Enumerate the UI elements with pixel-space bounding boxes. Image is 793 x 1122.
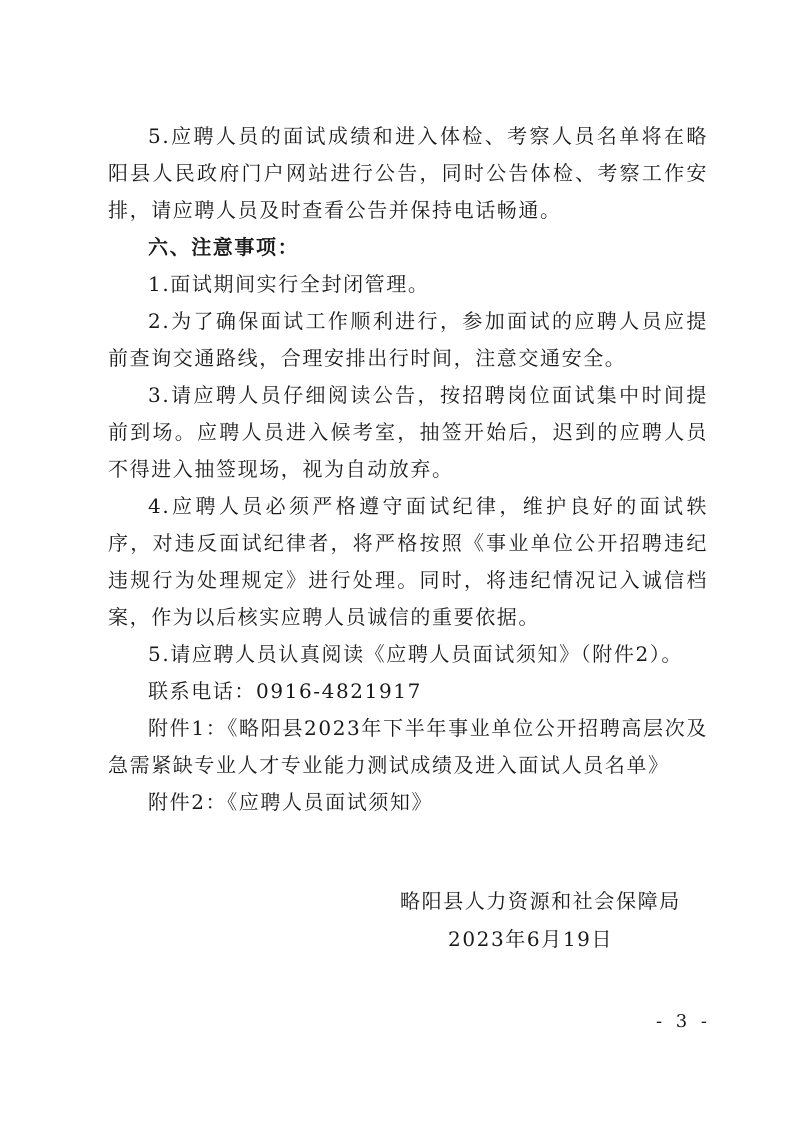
contact-phone: 联系电话：0916-4821917 xyxy=(148,679,422,703)
paragraph-note-2: 2.为了确保面试工作顺利进行，参加面试的应聘人员应提前查询交通路线，合理安排出行时间，注意交通安全。 xyxy=(108,309,708,370)
attachment-2: 附件2：《应聘人员面试须知》 xyxy=(148,790,434,814)
issuing-organization: 略阳县人力资源和社会保障局 xyxy=(400,889,681,913)
issue-date: 2023年6月19日 xyxy=(448,927,614,951)
page-number: - 3 - xyxy=(655,1011,711,1032)
paragraph-note-3: 3.请应聘人员仔细阅读公告，按招聘岗位面试集中时间提前到场。应聘人员进入候考室，抽签开始后，迟到的应聘人员不得进入抽签现场，视为自动放弃。 xyxy=(108,383,708,481)
paragraph-note-1: 1.面试期间实行全封闭管理。 xyxy=(148,272,430,296)
document-body xyxy=(108,118,708,821)
section-heading-notes: 六、注意事项： xyxy=(148,235,300,259)
paragraph-note-4: 4.应聘人员必须严格遵守面试纪律，维护良好的面试轶序，对违反面试纪律者，将严格按照《事业单位公开招聘违纪违规行为处理规定》进行处理。同时，将违纪情况记入诚信档案，作为以后核实应聘人员诚信的重要依据。 xyxy=(108,494,708,629)
paragraph-note-5: 5.请应聘人员认真阅读《应聘人员面试须知》（附件2）。 xyxy=(148,642,684,666)
paragraph-results-announcement: 5.应聘人员的面试成绩和进入体检、考察人员名单将在略阳县人民政府门户网站进行公告，同时公告体检、考察工作安排，请应聘人员及时查看公告并保持电话畅通。 xyxy=(108,124,708,222)
signature-block xyxy=(400,882,720,958)
attachment-1: 附件1：《略阳县2023年下半年事业单位公开招聘高层次及急需紧缺专业人才专业能力测试成绩及进入面试人员名单》 xyxy=(108,716,708,777)
